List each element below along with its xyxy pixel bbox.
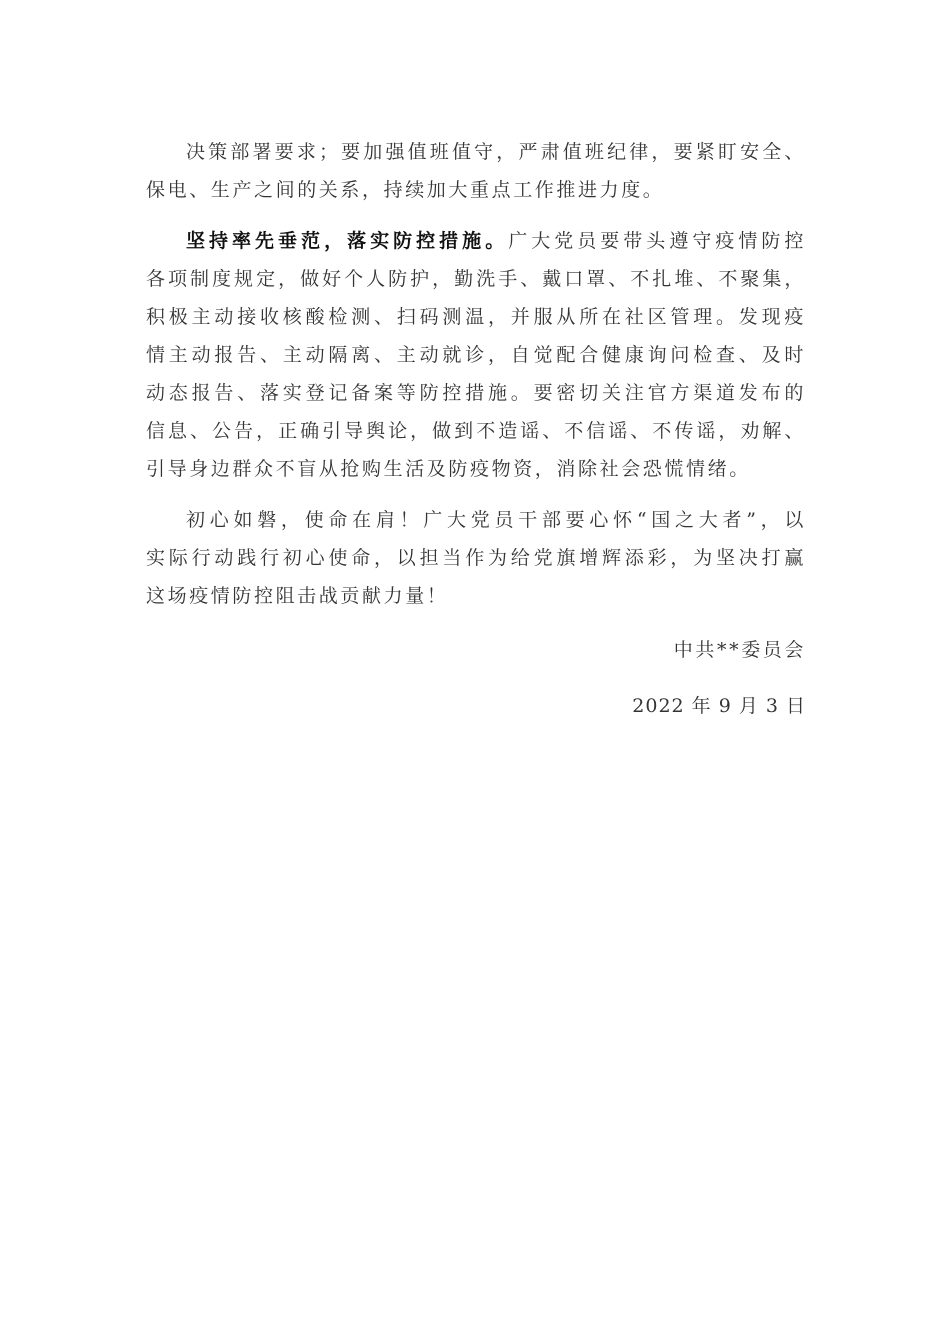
signature-organization: 中共**委员会 (673, 639, 806, 661)
document-body (146, 133, 806, 725)
text-line: 引导身边群众不盲从抢购生活及防疫物资，消除社会恐慌情绪。 (146, 458, 751, 480)
text-line: 信息、公告，正确引导舆论，做到不造谣、不信谣、不传谣，劝解、 (146, 420, 806, 442)
paragraph-1 (146, 133, 806, 209)
text-line: 积极主动接收核酸检测、扫码测温，并服从所在社区管理。发现疫 (146, 306, 806, 328)
text-line: 初心如磐，使命在肩！广大党员干部要心怀“国之大者”，以 (186, 509, 806, 531)
paragraph-2 (146, 222, 806, 488)
text-line: 动态报告、落实登记备案等防控措施。要密切关注官方渠道发布的 (146, 382, 806, 404)
text-line: 决策部署要求；要加强值班值守，严肃值班纪律，要紧盯安全、 (186, 141, 806, 163)
paragraph-3 (146, 501, 806, 615)
heading-line-rest: 广大党员要带头遵守疫情防控 (508, 230, 806, 252)
text-line: 情主动报告、主动隔离、主动就诊，自觉配合健康询问检查、及时 (146, 344, 806, 366)
paragraph-heading: 坚持率先垂范，落实防控措施。 (186, 230, 509, 252)
text-line: 各项制度规定，做好个人防护，勤洗手、戴口罩、不扎堆、不聚集， (146, 268, 806, 290)
text-line: 保电、生产之间的关系，持续加大重点工作推进力度。 (146, 179, 665, 201)
text-line: 这场疫情防控阻击战贡献力量！ (146, 585, 449, 607)
signature-date: 2022 年 9 月 3 日 (632, 695, 806, 717)
text-line (146, 222, 806, 260)
text-line: 实际行动践行初心使命，以担当作为给党旗增辉添彩，为坚决打赢 (146, 547, 806, 569)
